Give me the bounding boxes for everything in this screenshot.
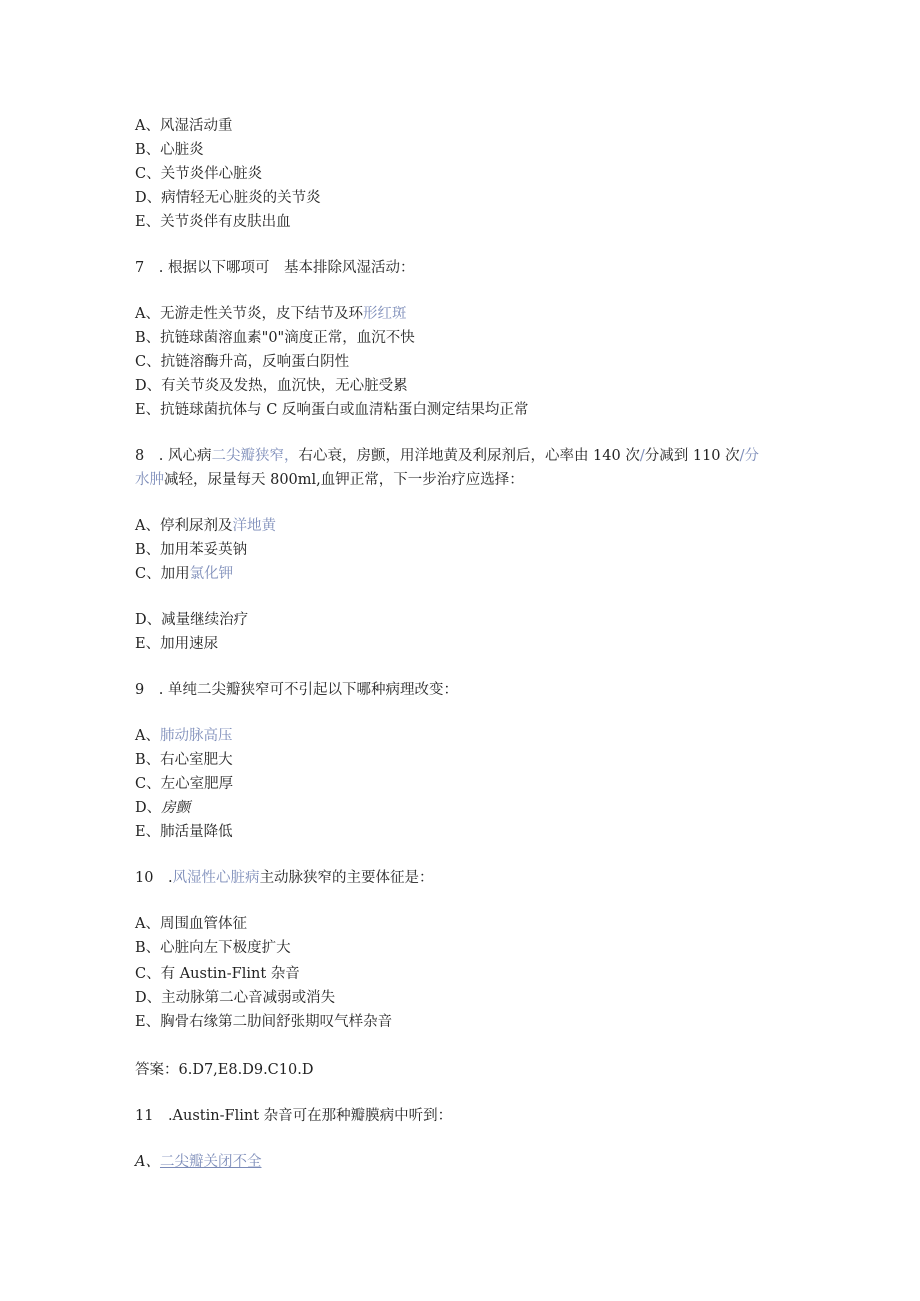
q8-stem-highlight: 二尖瓣狭窄， — [211, 448, 299, 464]
q8-stem-slash: / — [639, 448, 645, 464]
q10-option-e: E、胸骨右缘第二肋间舒张期叹气样杂音 — [135, 1014, 393, 1030]
q9-option-e: E、肺活量降低 — [135, 824, 233, 840]
q7-option-a-text: A、无游走性关节炎，皮下结节及环 — [135, 306, 363, 322]
q11-option-a-link[interactable]: 二尖瓣关闭不全 — [159, 1154, 262, 1170]
q8-option-d: D、减量继续治疗 — [135, 612, 249, 628]
answer-key: 答案：6.D7,E8.D9.C10.D — [135, 1062, 314, 1078]
q8-option-a — [135, 516, 276, 536]
q7-option-b: B、抗链球菌溶血素"0"滴度正常，血沉不快 — [135, 330, 415, 346]
q9-option-c: C、左心室肥厚 — [135, 776, 234, 792]
q11-option-a — [135, 1152, 261, 1172]
q11-stem: 11 .Austin-Flint 杂音可在那种瓣膜病中听到： — [135, 1108, 453, 1124]
q10-option-c: C、有 Austin-Flint 杂音 — [135, 966, 300, 982]
q9-option-b: B、右心室肥大 — [135, 752, 233, 768]
q6-option-d: D、病情轻无心脏炎的关节炎 — [135, 190, 321, 206]
q6-option-a: A、风湿活动重 — [135, 118, 233, 134]
q6-option-c: C、关节炎伴心脏炎 — [135, 166, 263, 182]
q8-option-a-text: A、停利尿剂及 — [135, 518, 233, 534]
q10-stem-text: 主动脉狭窄的主要体征是： — [259, 870, 434, 886]
q8-stem-end: /分 — [739, 448, 760, 464]
q8-stem-line2 — [135, 470, 524, 490]
q10-option-a: A、周围血管体征 — [135, 916, 247, 932]
q9-option-a-highlight: 肺动脉高压 — [159, 728, 233, 744]
q8-stem-line2-highlight: 水肿 — [135, 472, 164, 488]
q10-option-d: D、主动脉第二心音减弱或消失 — [135, 990, 336, 1006]
q8-option-a-highlight: 洋地黄 — [232, 518, 276, 534]
q10-stem-number: 10 . — [135, 870, 173, 886]
q9-option-a-label: A、 — [135, 728, 160, 744]
q6-option-b: B、心脏炎 — [135, 142, 204, 158]
q11-option-a-label: A、 — [135, 1154, 160, 1170]
q7-option-c: C、抗链溶酶升高，反响蛋白阴性 — [135, 354, 350, 370]
q9-option-d — [135, 798, 190, 818]
q9-option-d-label: D、 — [135, 800, 162, 816]
q8-stem-pre: 8 . 风心病 — [135, 448, 212, 464]
q8-option-c-highlight: 氯化钾 — [189, 566, 234, 582]
q8-option-b: B、加用苯妥英钠 — [135, 542, 248, 558]
q8-option-c-text: C、加用 — [135, 566, 190, 582]
q7-option-e: E、抗链球菌抗体与 C 反响蛋白或血清粘蛋白测定结果均正常 — [135, 402, 529, 418]
q10-stem-highlight: 风湿性心脏病 — [172, 870, 260, 886]
q8-option-e: E、加用速尿 — [135, 636, 219, 652]
q9-stem: 9 . 单纯二尖瓣狭窄可不引起以下哪种病理改变： — [135, 682, 458, 698]
q7-option-a-highlight: 形红斑 — [362, 306, 407, 322]
q8-option-c — [135, 564, 233, 584]
q8-stem-mid: 右心衰，房颤，用洋地黄及利尿剂后，心率由 140 次 — [298, 448, 640, 464]
q10-stem — [135, 868, 434, 888]
q8-stem-line2-text: 减轻，尿量每天 800ml,血钾正常，下一步治疗应选择： — [164, 472, 524, 488]
q9-option-d-italic: 房颤 — [161, 800, 191, 816]
q9-option-a — [135, 726, 232, 746]
q7-option-d: D、有关节炎及发热，血沉快，无心脏受累 — [135, 378, 408, 394]
q10-option-b: B、心脏向左下极度扩大 — [135, 940, 291, 956]
q8-stem-mid2: 分减到 110 次 — [644, 448, 740, 464]
q7-stem: 7 . 根据以下哪项可 基本排除风湿活动： — [135, 260, 415, 276]
q8-stem-line1 — [135, 446, 759, 466]
q7-option-a — [135, 304, 406, 324]
q6-option-e: E、关节炎伴有皮肤出血 — [135, 214, 291, 230]
